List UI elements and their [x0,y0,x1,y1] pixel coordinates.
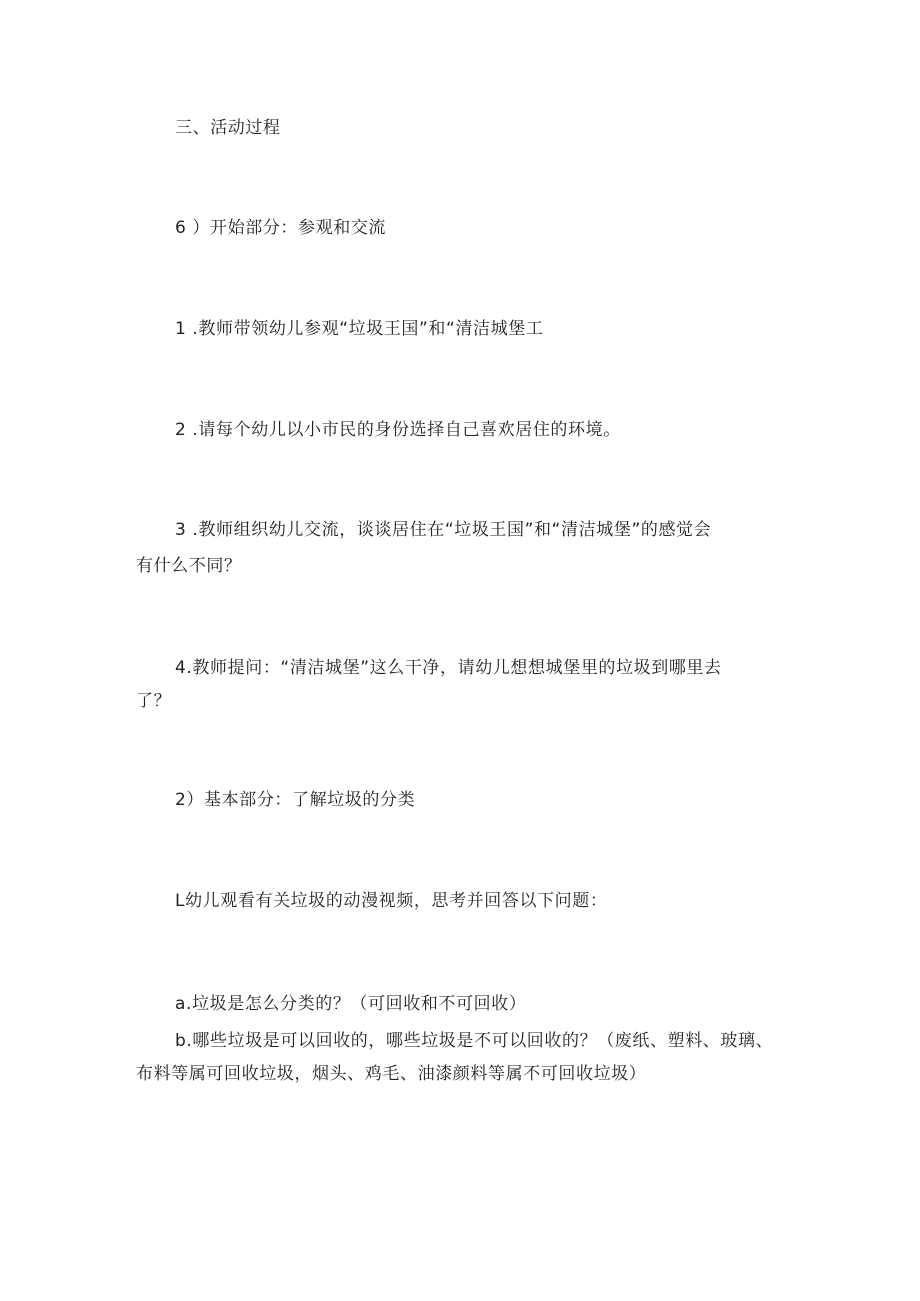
part2-intro: L幼儿观看有关垃圾的动漫视频，思考并回答以下问题： [175,891,608,911]
part1-item-4-line2: 了？ [136,691,172,711]
part1-item-2: 2 .请每个幼儿以小市民的身份选择自己喜欢居住的环境。 [175,420,621,440]
question-b-line2: 布料等属可回收垃圾，烟头、鸡毛、油漆颜料等属不可回收垃圾） [136,1064,647,1084]
part1-item-3-line2: 有什么不同？ [136,556,242,576]
question-a: a.垃圾是怎么分类的？（可回收和不可回收） [175,994,527,1014]
part1-item-4-line1: 4.教师提问：“清洁城堡”这么干净，请幼儿想想城堡里的垃圾到哪里去 [175,658,722,678]
part1-item-1: 1 .教师带领幼儿参观“垃圾王国”和“清洁城堡工 [175,319,544,339]
part1-heading: 6 ）开始部分：参观和交流 [175,218,387,238]
part2-heading: 2）基本部分：了解垃圾的分类 [175,790,416,810]
question-b-line1: b.哪些垃圾是可以回收的，哪些垃圾是不可以回收的？（废纸、塑料、玻璃、 [175,1031,774,1051]
part1-item-3-line1: 3 .教师组织幼儿交流，谈谈居住在“垃圾王国”和“清洁城堡”的感觉会 [175,520,712,540]
section-title: 三、活动过程 [175,118,281,138]
